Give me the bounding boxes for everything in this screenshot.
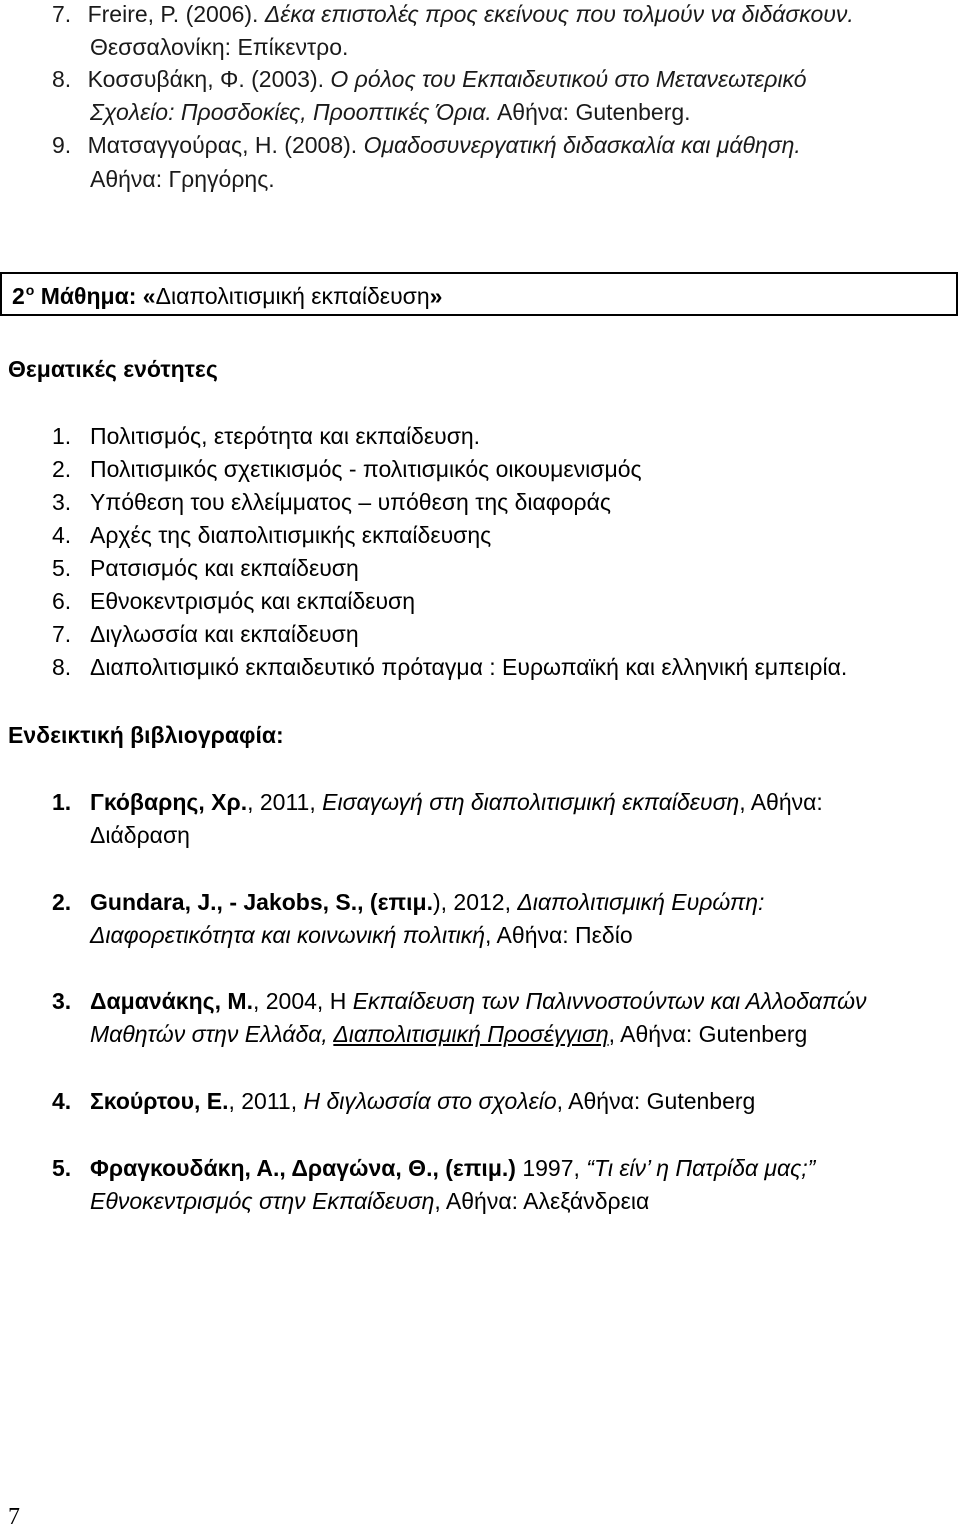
- list-text: Ρατσισμός και εκπαίδευση: [90, 555, 359, 581]
- bib-year: 1997,: [515, 1155, 587, 1181]
- bib-entry-5-line2: [90, 1188, 649, 1215]
- list-text: Αρχές της διαπολιτισμικής εκπαίδευσης: [90, 522, 492, 548]
- lesson-superscript: ο: [25, 282, 35, 298]
- ref-title: Δέκα επιστολές προς εκείνους που τολμούν να διδάσκουν.: [264, 1, 854, 27]
- ref-title: Ο ρόλος του Εκπαιδευτικού στο Μετανεωτερικό: [330, 66, 807, 92]
- ref-number: 9.: [52, 132, 72, 158]
- bib-author: Φραγκουδάκη, Α., Δραγώνα, Θ., (επιμ.): [90, 1155, 516, 1181]
- list-item: [52, 555, 359, 582]
- bib-number: 4.: [52, 1088, 72, 1114]
- bib-entry-1-line1: [52, 789, 952, 816]
- list-number: 5.: [52, 555, 72, 581]
- bib-author: Γκόβαρης, Χρ.: [90, 789, 248, 815]
- bib-place: , Αθήνα: Gutenberg: [608, 1021, 808, 1047]
- ref-author: Ματσαγγούρας, Η. (2008).: [87, 132, 364, 158]
- list-number: 8.: [52, 654, 72, 680]
- ref-8-line1: [52, 66, 807, 93]
- list-item: [52, 522, 491, 549]
- ref-title-cont: Σχολείο: Προσδοκίες, Προοπτικές Όρια.: [90, 99, 492, 125]
- list-text: Διγλωσσία και εκπαίδευση: [90, 621, 359, 647]
- lesson-title: [12, 282, 442, 310]
- list-item: [52, 654, 847, 681]
- ref-8-line2: [90, 99, 691, 126]
- list-item: [52, 489, 611, 516]
- bib-entry-2-line2: [90, 922, 633, 949]
- bib-number: 5.: [52, 1155, 72, 1181]
- page-number: 7: [8, 1504, 20, 1530]
- ref-title: Ομαδοσυνεργατική διδασκαλία και μάθηση.: [363, 132, 801, 158]
- bib-year: ), 2012,: [432, 889, 518, 915]
- lesson-title-prefix: Μάθημα: «: [40, 283, 156, 309]
- bib-number: 2.: [52, 889, 72, 915]
- bib-entry-2-line1: [52, 889, 952, 916]
- bib-title-cont: Διαφορετικότητα και κοινωνική πολιτική: [90, 922, 486, 948]
- list-text: Πολιτισμός, ετερότητα και εκπαίδευση.: [90, 423, 481, 449]
- list-number: 4.: [52, 522, 72, 548]
- bib-place: , Αθήνα: Αλεξάνδρεια: [434, 1188, 650, 1214]
- lesson-title-box: [0, 272, 958, 316]
- ref-publisher: Αθήνα: Gutenberg.: [491, 99, 691, 125]
- bib-author: Gundara, J., - Jakobs, S., (επιμ.: [90, 889, 433, 915]
- bib-subtitle: Διαπολιτισμική Προσέγγιση: [333, 1021, 609, 1047]
- bib-title: Εισαγωγή στη διαπολιτισμική εκπαίδευση: [322, 789, 740, 815]
- bib-title-cont: Μαθητών στην Ελλάδα,: [90, 1021, 334, 1047]
- bib-entry-3-line2: [90, 1021, 807, 1048]
- bib-place: , Αθήνα: Πεδίο: [485, 922, 633, 948]
- list-item: [52, 588, 415, 615]
- ref-number: 8.: [52, 66, 72, 92]
- bib-year: , 2011,: [228, 1088, 304, 1114]
- bib-title: Η διγλωσσία στο σχολείο: [303, 1088, 557, 1114]
- list-text: Διαπολιτισμικό εκπαιδευτικό πρόταγμα : Ευρωπαϊκή και ελληνική εμπειρία.: [90, 654, 848, 680]
- list-text: Υπόθεση του ελλείμματος – υπόθεση της διαφοράς: [90, 489, 611, 515]
- bib-year: , 2004, Η: [252, 988, 353, 1014]
- bib-year: , 2011,: [247, 789, 323, 815]
- bib-title-cont: Εθνοκεντρισμός στην Εκπαίδευση: [90, 1188, 435, 1214]
- ref-number: 7.: [52, 1, 72, 27]
- ref-7-line2: Θεσσαλονίκη: Επίκεντρο.: [90, 34, 349, 60]
- list-number: 3.: [52, 489, 72, 515]
- bib-place: , Αθήνα:: [739, 789, 823, 815]
- ref-9-line1: [52, 132, 801, 159]
- list-number: 1.: [52, 423, 72, 449]
- ref-author: Κοσσυβάκη, Φ. (2003).: [87, 66, 331, 92]
- list-text: Εθνοκεντρισμός και εκπαίδευση: [90, 588, 416, 614]
- ref-author: Freire, P. (2006).: [87, 1, 265, 27]
- bib-title: Διαπολιτισμική Ευρώπη:: [517, 889, 765, 915]
- list-item: [52, 456, 642, 483]
- bib-author: Δαμανάκης, Μ.: [90, 988, 253, 1014]
- bib-entry-4-line1: [52, 1088, 755, 1115]
- ref-9-line2: Αθήνα: Γρηγόρης.: [90, 166, 275, 192]
- list-number: 2.: [52, 456, 72, 482]
- bib-title: “Τι είν’ η Πατρίδα μας;”: [586, 1155, 816, 1181]
- lesson-title-close: »: [429, 283, 443, 309]
- bibliography-heading: Ενδεικτική βιβλιογραφία:: [8, 722, 284, 748]
- list-number: 6.: [52, 588, 72, 614]
- list-number: 7.: [52, 621, 72, 647]
- bib-place: , Αθήνα: Gutenberg: [556, 1088, 756, 1114]
- bib-entry-1-line2: Διάδραση: [90, 822, 190, 848]
- list-item: [52, 423, 480, 450]
- lesson-number: 2: [12, 283, 25, 309]
- lesson-title-text: Διαπολιτισμική εκπαίδευση: [155, 283, 430, 309]
- topics-heading: Θεματικές ενότητες: [8, 356, 218, 382]
- bib-number: 1.: [52, 789, 72, 815]
- bib-entry-3-line1: [52, 988, 952, 1015]
- bib-author: Σκούρτου, Ε.: [90, 1088, 229, 1114]
- bib-number: 3.: [52, 988, 72, 1014]
- list-text: Πολιτισμικός σχετικισμός - πολιτισμικός οικουμενισμός: [90, 456, 642, 482]
- list-item: [52, 621, 359, 648]
- bib-entry-5-line1: [52, 1155, 952, 1182]
- ref-7-line1: [52, 1, 854, 28]
- bib-title: Εκπαίδευση των Παλιννοστούντων και Αλλοδαπών: [352, 988, 867, 1014]
